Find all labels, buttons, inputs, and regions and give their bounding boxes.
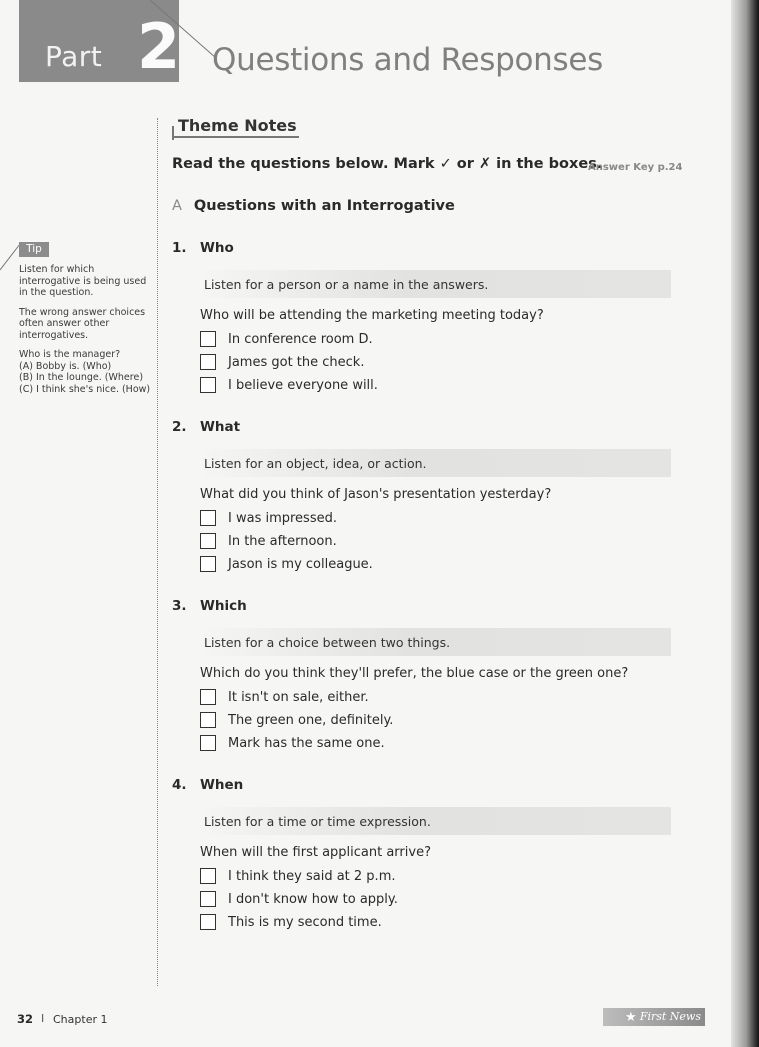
answer-checkbox[interactable] xyxy=(200,331,216,347)
tip-badge: Tip xyxy=(19,242,49,257)
answer-option xyxy=(200,914,712,930)
hint-bar xyxy=(196,449,671,477)
answer-option-text: I think they said at 2 p.m. xyxy=(228,868,396,884)
answer-key-reference: Answer Key p.24 xyxy=(588,162,683,173)
tip-example-item: (C) I think she's nice. (How) xyxy=(19,383,151,395)
question-block-who xyxy=(172,240,712,393)
answer-checkbox[interactable] xyxy=(200,354,216,370)
answer-option-text: In conference room D. xyxy=(228,331,373,347)
question-number: 1. xyxy=(172,240,187,256)
answer-option-text: I believe everyone will. xyxy=(228,377,378,393)
question-text: What did you think of Jason's presentation yesterday? xyxy=(200,487,552,502)
answer-option-text: James got the check. xyxy=(228,354,365,370)
answer-checkbox[interactable] xyxy=(200,914,216,930)
instruction-text: Read the questions below. Mark ✓ or ✗ in the boxes. xyxy=(172,156,603,172)
answer-checkbox[interactable] xyxy=(200,510,216,526)
answer-option xyxy=(200,891,712,907)
answer-checkbox[interactable] xyxy=(200,689,216,705)
answer-option-text: It isn't on sale, either. xyxy=(228,689,369,705)
theme-notes-heading: Theme Notes xyxy=(172,116,299,138)
star-icon: ★ xyxy=(625,1010,637,1025)
question-text: Which do you think they'll prefer, the blue case or the green one? xyxy=(200,666,629,681)
answer-option xyxy=(200,712,712,728)
tip-example-item: (A) Bobby is. (Who) xyxy=(19,360,112,372)
question-number: 4. xyxy=(172,777,187,793)
answer-option xyxy=(200,377,712,393)
question-text: Who will be attending the marketing meeting today? xyxy=(200,308,544,323)
answer-checkbox[interactable] xyxy=(200,377,216,393)
question-heading xyxy=(172,240,712,256)
answer-option xyxy=(200,331,712,347)
answer-checkbox[interactable] xyxy=(200,891,216,907)
question-text: When will the first applicant arrive? xyxy=(200,845,431,860)
tip-example-item: (B) In the lounge. (Where) xyxy=(19,372,144,383)
tip-example-question: Who is the manager? xyxy=(19,349,121,360)
hint-text: Listen for a time or time expression. xyxy=(204,814,431,829)
question-number: 3. xyxy=(172,598,187,614)
section-heading xyxy=(172,198,455,214)
hint-bar xyxy=(196,628,671,656)
answer-option xyxy=(200,735,712,751)
hint-text: Listen for a person or a name in the answers. xyxy=(204,277,489,292)
answer-option xyxy=(200,354,712,370)
interrogative-word: What xyxy=(200,419,241,435)
answer-checkbox[interactable] xyxy=(200,868,216,884)
answer-option xyxy=(200,510,712,526)
answer-option-text: I don't know how to apply. xyxy=(228,891,398,907)
section-title: Questions with an Interrogative xyxy=(193,198,455,214)
answer-checkbox[interactable] xyxy=(200,533,216,549)
answer-option-text: I was impressed. xyxy=(228,510,337,526)
interrogative-word: When xyxy=(200,777,244,793)
tip-paragraph: The wrong answer choices often answer other interrogatives. xyxy=(19,306,146,341)
answer-checkbox[interactable] xyxy=(200,712,216,728)
hint-text: Listen for an object, idea, or action. xyxy=(204,456,427,471)
question-block-what xyxy=(172,419,712,572)
answer-option xyxy=(200,868,712,884)
tip-paragraph: Listen for which interrogative is being used in the question. xyxy=(19,264,147,298)
page-binding-edge xyxy=(731,0,759,1047)
column-divider xyxy=(157,118,158,986)
answer-option-text: In the afternoon. xyxy=(228,533,337,549)
question-number: 2. xyxy=(172,419,187,435)
footer-separator: I xyxy=(41,1012,45,1025)
page-number: 32 xyxy=(17,1012,34,1026)
publisher-logo xyxy=(603,1008,705,1026)
part-number: 2 xyxy=(137,10,181,83)
publisher-name: First News xyxy=(639,1010,701,1023)
answer-option xyxy=(200,533,712,549)
hint-bar xyxy=(196,807,671,835)
answer-option-text: Jason is my colleague. xyxy=(228,556,373,572)
answer-checkbox[interactable] xyxy=(200,735,216,751)
tip-box xyxy=(19,264,151,395)
answer-checkbox[interactable] xyxy=(200,556,216,572)
question-block-which xyxy=(172,598,712,751)
question-block-when xyxy=(172,777,712,930)
question-heading xyxy=(172,777,712,793)
interrogative-word: Which xyxy=(200,598,247,614)
hint-text: Listen for a choice between two things. xyxy=(204,635,451,650)
part-label: Part xyxy=(45,40,103,73)
answer-option-text: Mark has the same one. xyxy=(228,735,385,751)
question-heading xyxy=(172,598,712,614)
answer-option xyxy=(200,556,712,572)
hint-bar xyxy=(196,270,671,298)
answer-option-text: The green one, definitely. xyxy=(228,712,394,728)
interrogative-word: Who xyxy=(200,240,234,256)
section-letter: A xyxy=(172,198,182,214)
footer-chapter: Chapter 1 xyxy=(53,1013,108,1026)
answer-option xyxy=(200,689,712,705)
answer-option-text: This is my second time. xyxy=(228,914,382,930)
question-heading xyxy=(172,419,712,435)
chapter-title: Questions and Responses xyxy=(212,42,603,78)
